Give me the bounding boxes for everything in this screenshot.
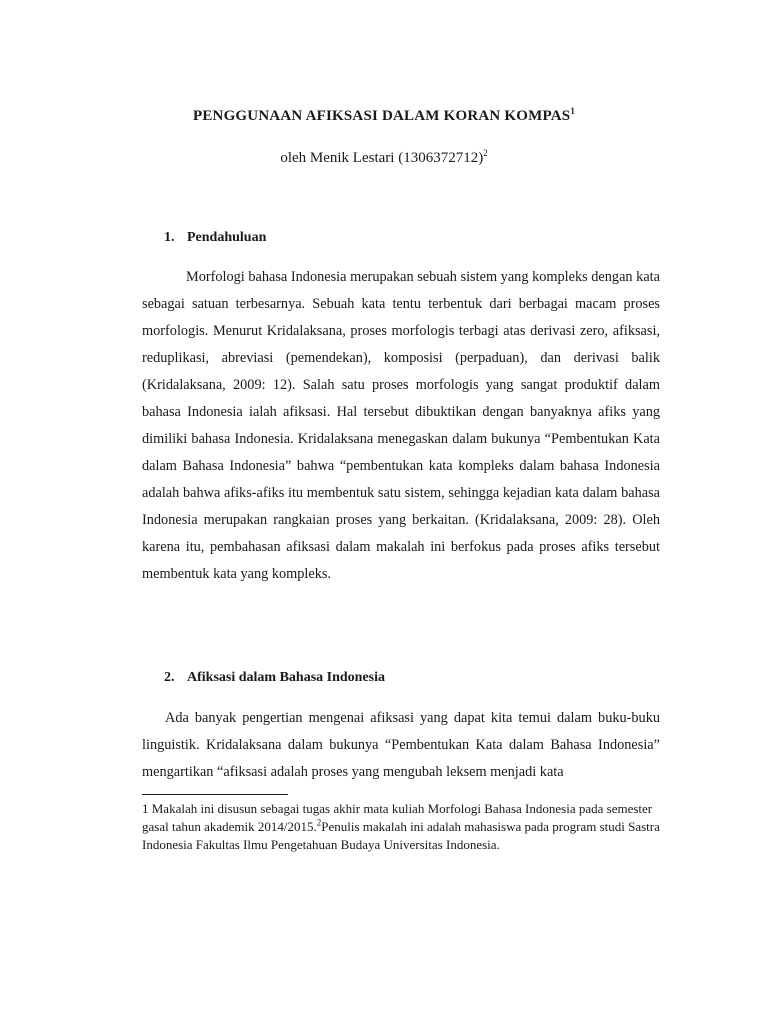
footnote-1-text: 1 Makalah ini disusun sebagai tugas akhir mata kuliah Morfologi Bahasa Indonesia pada semester gasal tahun akademik 2014/2015. bbox=[142, 801, 653, 834]
footnote-2-text: Penulis makalah ini adalah mahasiswa pada program studi Sastra Indonesia Fakultas Ilmu Pengetahuan Budaya Universitas Indonesia. bbox=[142, 819, 660, 852]
author-footnote-ref: 2 bbox=[483, 148, 488, 158]
author-text: oleh Menik Lestari (1306372712) bbox=[280, 150, 484, 166]
section-number: 2. bbox=[164, 670, 175, 685]
author-line bbox=[0, 150, 768, 167]
title-text: PENGGUNAAN AFIKSASI DALAM KORAN KOMPAS bbox=[192, 108, 571, 124]
section-paragraph-afiksasi: Ada banyak pengertian mengenai afiksasi yang dapat kita temui dalam buku-buku linguistik. Kridalaksana dalam bukunya “Pembentukan Kata dalam Bahasa Indonesia” mengartikan “afiksasi adalah proses yang mengubah leksem menjadi kata bbox=[142, 710, 660, 780]
section-heading-afiksasi bbox=[164, 670, 385, 686]
footnote-2-ref: 2 bbox=[316, 817, 322, 828]
section-paragraph-pendahuluan: Morfologi bahasa Indonesia merupakan sebuah sistem yang kompleks dengan kata sebagai satuan terbesarnya. Sebuah kata tentu terbentuk dari berbagai macam proses morfologis. Menurut Kridalaksana, proses morfologis terbagi atas derivasi zero, afiksasi, reduplikasi, abreviasi (pemendekan), komposisi (perpaduan), dan derivasi balik (Kridalaksana, 2009: 12). Salah satu proses morfologis yang sangat produktif dalam bahasa Indonesia ialah afiksasi. Hal tersebut dibuktikan dengan banyaknya afiks yang dimiliki bahasa Indonesia. Kridalaksana menegaskan dalam bukunya “Pembentukan Kata dalam Bahasa Indonesia” bahwa “pembentukan kata kompleks dalam bahasa Indonesia adalah bahwa afiks-afiks itu membentuk satu sistem, sehingga kejadian kata dalam bahasa Indonesia merupakan rangkaian proses yang berkaitan. (Kridalaksana, 2009: 28). Oleh karena itu, pembahasan afiksasi dalam makalah ini berfokus pada proses afiks tersebut membentuk kata yang kompleks. bbox=[142, 269, 660, 582]
footnote-divider bbox=[142, 794, 288, 795]
footnote-block bbox=[142, 800, 662, 854]
document-title bbox=[0, 108, 768, 125]
section-number: 1. bbox=[164, 230, 175, 245]
section-heading-text: Afiksasi dalam Bahasa Indonesia bbox=[187, 670, 386, 685]
section-heading-pendahuluan bbox=[164, 230, 266, 246]
section-heading-text: Pendahuluan bbox=[187, 230, 267, 245]
title-footnote-ref: 1 bbox=[570, 106, 576, 116]
